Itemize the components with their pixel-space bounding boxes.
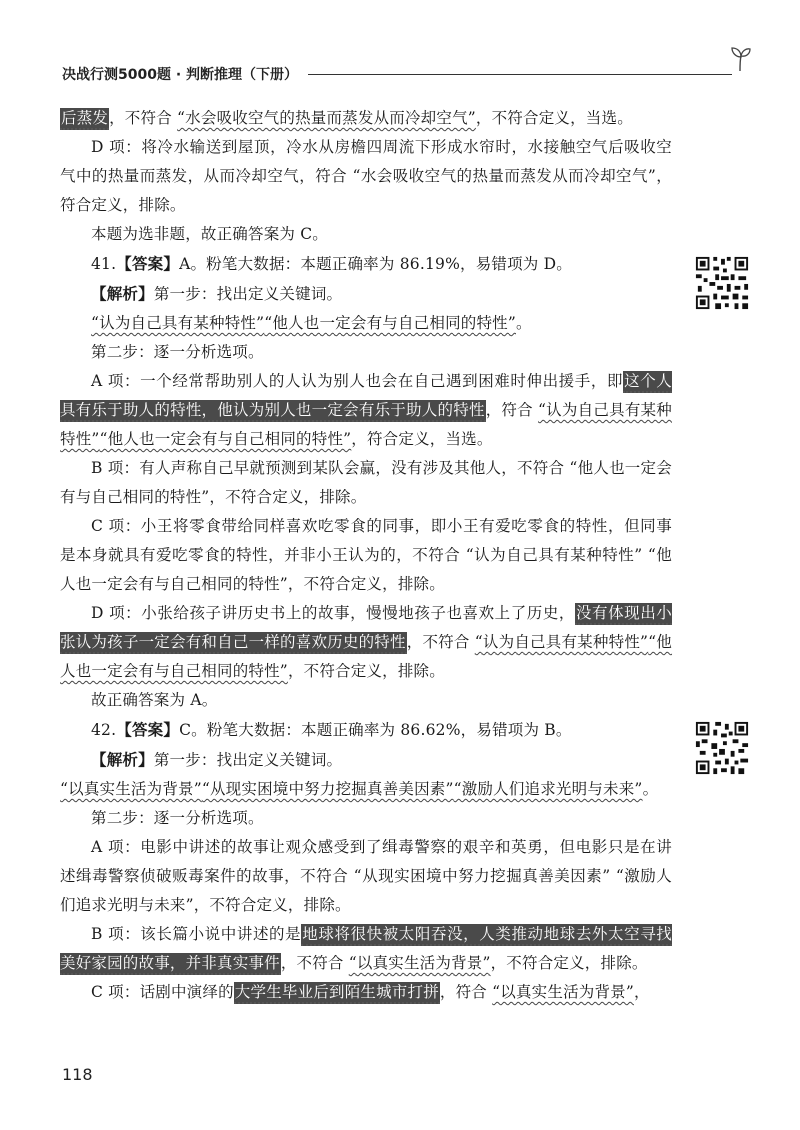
option-c: C 项：话剧中演绎的大学生毕业后到陌生城市打拼，符合 “以真实生活为背景”， — [60, 978, 672, 1007]
paragraph: 第二步：逐一分析选项。 — [91, 809, 264, 827]
question-41-analysis: 【解析】第一步：找出定义关键词。 — [91, 284, 343, 303]
option-c: C 项：小王将零食带给同样喜欢吃零食的同事，即小王有爱吃零食的特性，但同事是本身就具有爱吃零食的特性，并非小王认为的，不符合 “认为自己具有某种特性” “他人也一定会有与自己相同的特性”，不符合定义，排除。 — [60, 517, 672, 593]
option-b: B 项：该长篇小说中讲述的是地球将很快被太阳吞没，人类推动地球去外太空寻找美好家园的故事，并非真实事件，不符合 “以真实生活为背景”，不符合定义，排除。 — [60, 920, 672, 978]
question-41-keywords: “认为自己具有某种特性”“他人也一定会有与自己相同的特性”。 — [91, 314, 532, 332]
qr-code-icon[interactable] — [694, 255, 750, 311]
header-rule — [308, 74, 732, 75]
sprout-icon — [728, 44, 752, 72]
option-d: D 项：小张给孩子讲历史书上的故事，慢慢地孩子也喜欢上了历史，没有体现出小张认为孩子一定会有和自己一样的喜欢历史的特性，不符合 “认为自己具有某种特性”“他人也一定会有与自己相同的特性”，不符合定义，排除。 — [60, 604, 673, 680]
option-a: A 项：电影中讲述的故事让观众感受到了缉毒警察的艰辛和英勇，但电影只是在讲述缉毒警察侦破贩毒案件的故事，不符合 “从现实困境中努力挖掘真善美因素” “激励人们追求光明与未来”，不符合定义，排除。 — [60, 838, 672, 914]
paragraph: 本题为选非题，故正确答案为 C。 — [91, 225, 328, 243]
option-a: A 项：一个经常帮助别人的人认为别人也会在自己遇到困难时伸出援手，即这个人具有乐于助人的特性，他认为别人也一定会有乐于助人的特性，符合 “认为自己具有某种特性”“他人也一定会有与自己相同的特性”，符合定义，当选。 — [60, 372, 672, 448]
question-42-keywords: “以真实生活为背景”“从现实困境中努力挖掘真善美因素”“激励人们追求光明与未来”。 — [60, 780, 659, 798]
qr-code-icon[interactable] — [694, 720, 750, 776]
question-42-analysis: 【解析】第一步：找出定义关键词。 — [91, 750, 343, 769]
paragraph: 后蒸发，不符合 “水会吸收空气的热量而蒸发从而冷却空气”，不符合定义，当选。 — [60, 104, 672, 133]
option-b: B 项：有人声称自己早就预测到某队会赢，没有涉及其他人，不符合 “他人也一定会有与自己相同的特性”，不符合定义，排除。 — [60, 459, 672, 506]
paragraph: 第二步：逐一分析选项。 — [91, 343, 264, 361]
paragraph: D 项：将冷水输送到屋顶，冷水从房檐四周流下形成水帘时，水接触空气后吸收空气中的热量而蒸发，从而冷却空气，符合 “水会吸收空气的热量而蒸发从而冷却空气”，符合定义，排除。 — [60, 138, 672, 214]
book-title: 决战行测5000题 · 判断推理（下册） — [62, 67, 299, 83]
question-41-answer: 41.【答案】A。粉笔大数据：本题正确率为 86.19%，易错项为 D。 — [91, 254, 572, 273]
page-body — [60, 104, 672, 1007]
paragraph: 故正确答案为 A。 — [91, 691, 218, 709]
running-header — [62, 62, 752, 86]
question-42-answer: 42.【答案】C。粉笔大数据：本题正确率为 86.62%，易错项为 B。 — [91, 720, 572, 739]
page-number: 118 — [62, 1065, 93, 1084]
